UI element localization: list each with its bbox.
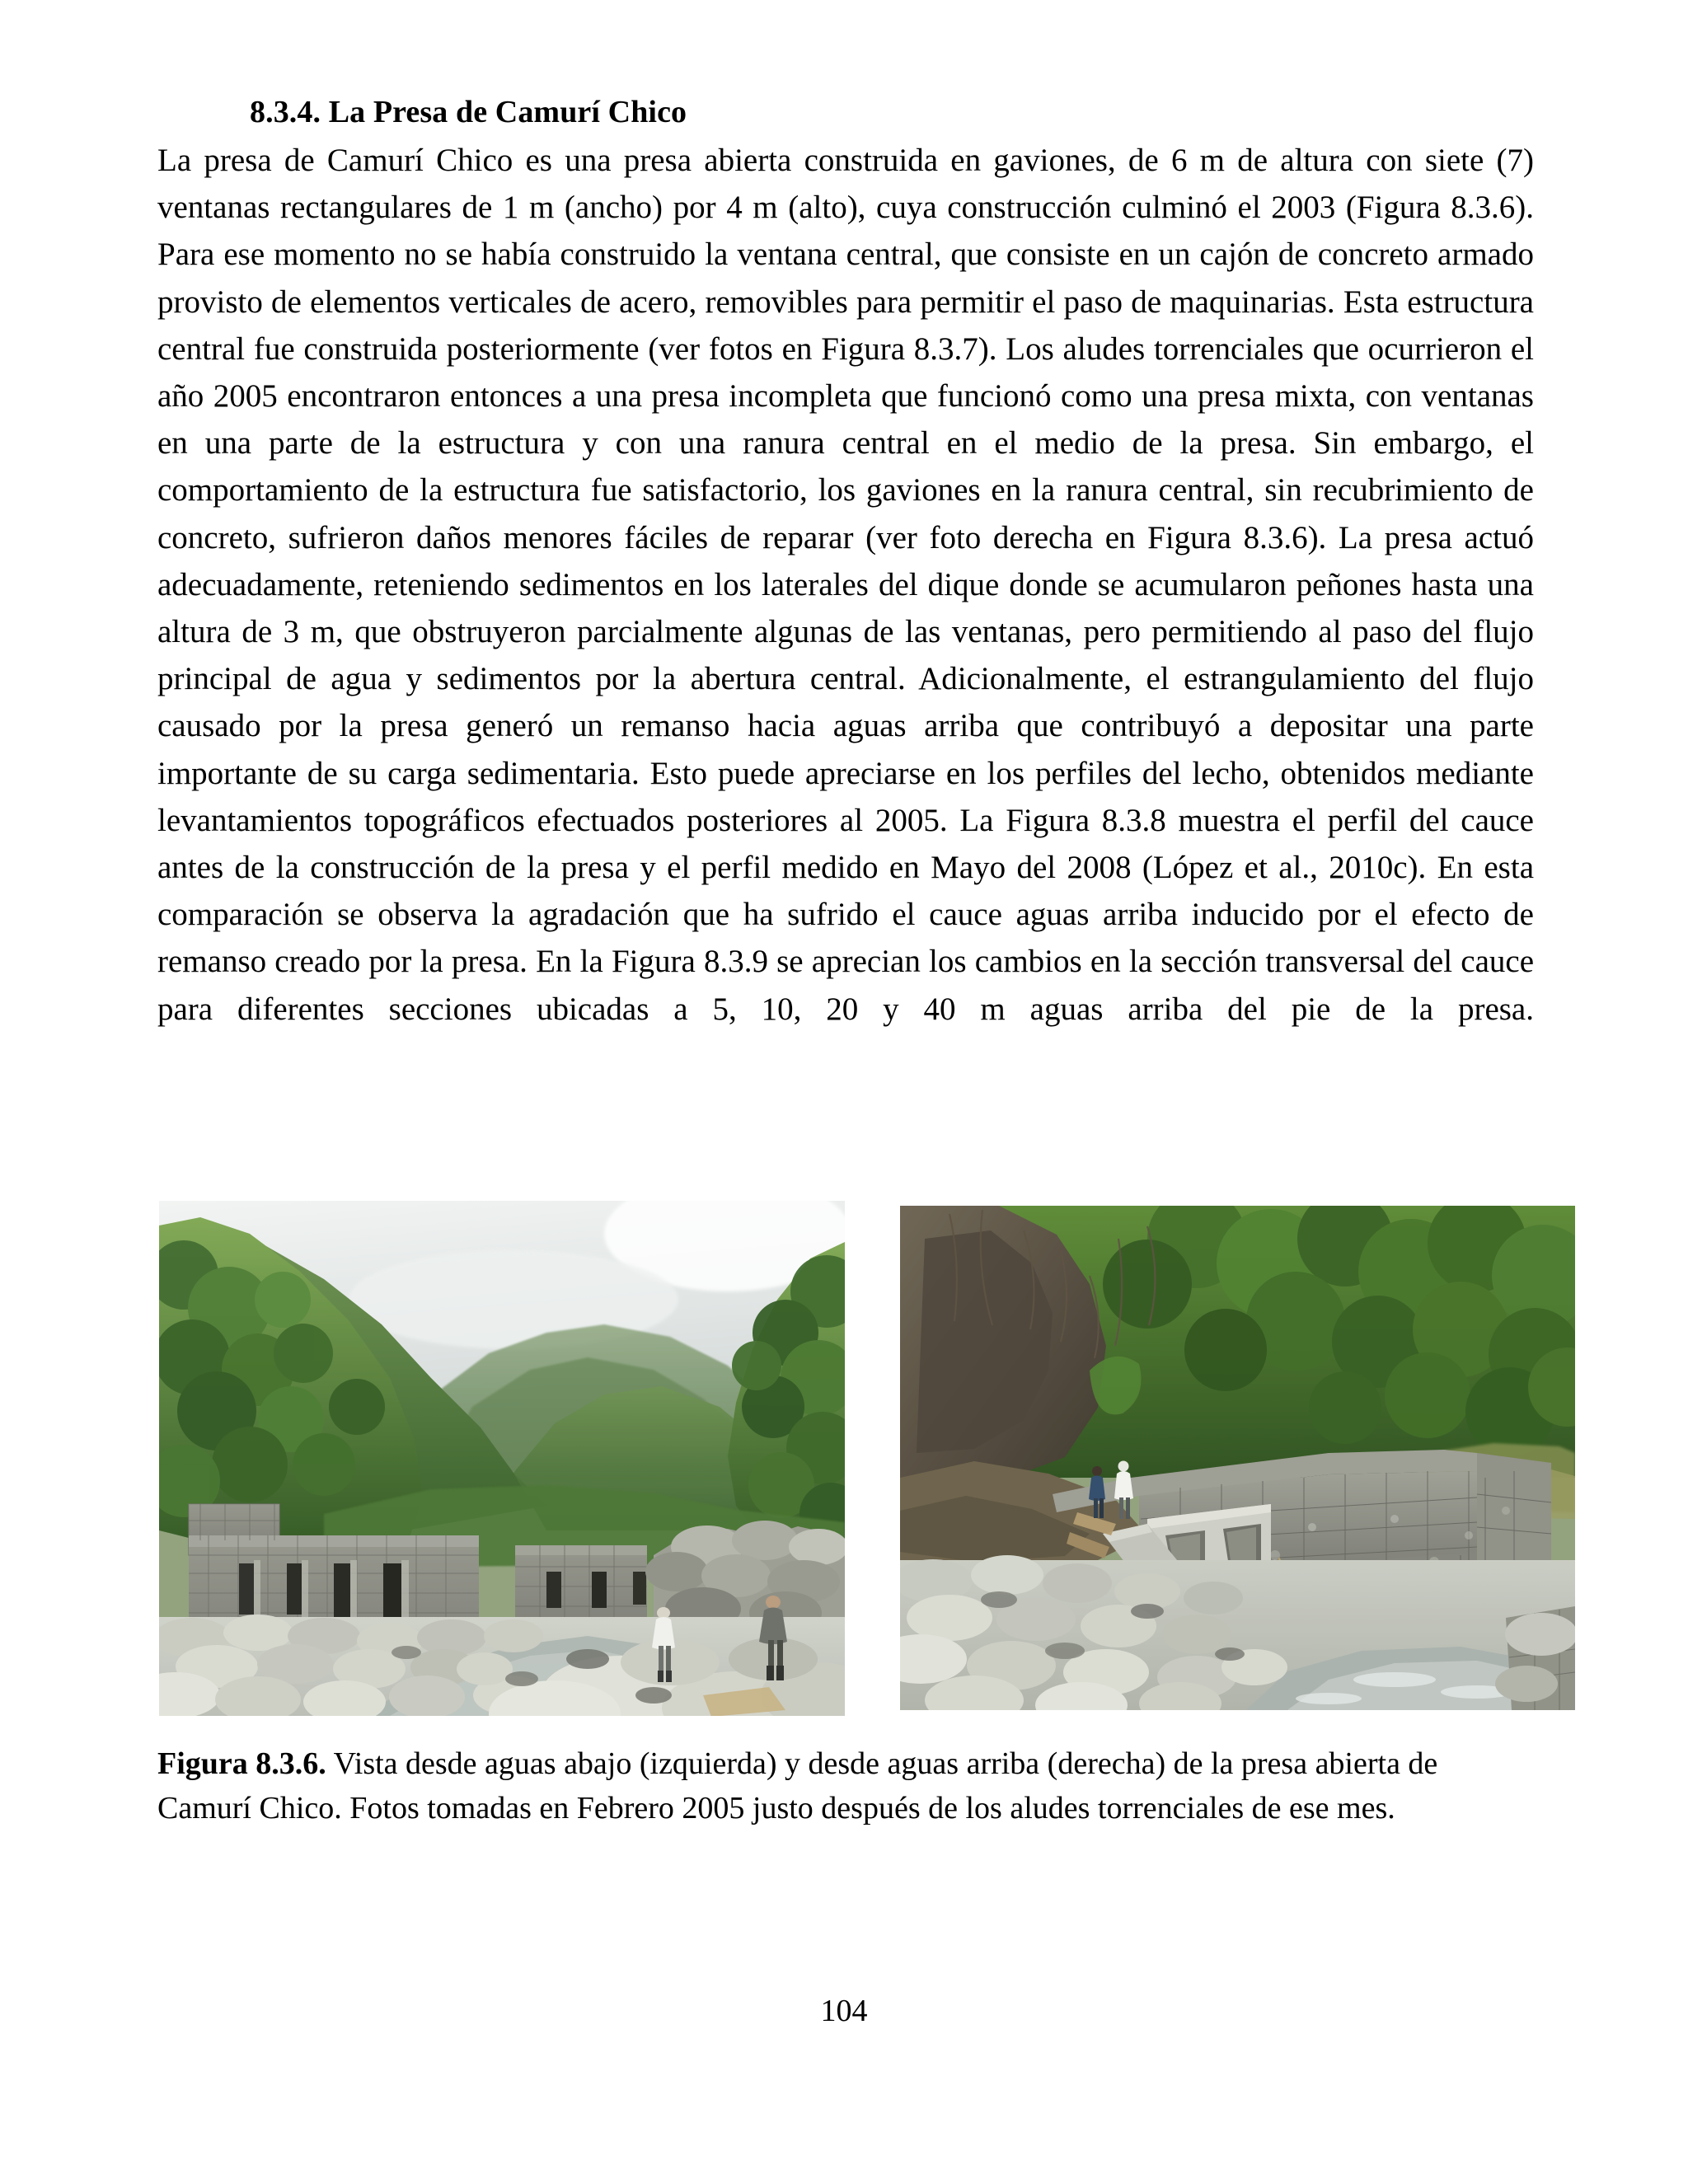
figure-caption-text: Vista desde aguas abajo (izquierda) y desde aguas arriba (derecha) de la presa abierta de Camurí Chico. Fotos tomadas en Febrero 2005 justo después de los aludes torrenciales de ese mes. — [157, 1746, 1438, 1825]
photo-upstream-view-graphic — [900, 1206, 1575, 1710]
photo-upstream-view — [900, 1206, 1575, 1710]
photo-downstream-view — [159, 1201, 845, 1716]
figure-caption-label: Figura 8.3.6. — [157, 1746, 326, 1781]
page-number: 104 — [820, 1994, 868, 2028]
section-heading: 8.3.4. La Presa de Camurí Chico — [250, 95, 687, 129]
figure-photo-row — [159, 1201, 1575, 1720]
body-paragraph: La presa de Camurí Chico es una presa abierta construida en gaviones, de 6 m de altura con siete (7) ventanas rectangulares de 1 m (ancho) por 4 m (alto), cuya construcción culminó el 2003 (Figura 8.3.6). Para ese momento no se había construido la ventana central, que consiste en un cajón de concreto armado provisto de elementos verticales de acero, removibles para permitir el paso de maquinarias. Esta estructura central fue construida posteriormente (ver fotos en Figura 8.3.7). Los aludes torrenciales que ocurrieron el año 2005 encontraron entonces a una presa incompleta que funcionó como una presa mixta, con ventanas en una parte de la estructura y con una ranura central en el medio de la presa. Sin embargo, el comportamiento de la estructura fue satisfactorio, los gaviones en la ranura central, sin recubrimiento de concreto, sufrieron daños menores fáciles de reparar (ver foto derecha en Figura 8.3.6). La presa actuó adecuadamente, reteniendo sedimentos en los laterales del dique donde se acumularon peñones hasta una altura de 3 m, que obstruyeron parcialmente algunas de las ventanas, pero permitiendo al paso del flujo principal de agua y sedimentos por la abertura central. Adicionalmente, el estrangulamiento del flujo causado por la presa generó un remanso hacia aguas arriba que contribuyó a depositar una parte importante de su carga sedimentaria. Esto puede apreciarse en los perfiles del lecho, obtenidos mediante levantamientos topográficos efectuados posteriores al 2005. La Figura 8.3.8 muestra el perfil del cauce antes de la construcción de la presa y el perfil medido en Mayo del 2008 (López et al., 2010c). En esta comparación se observa la agradación que ha sufrido el cauce aguas arriba inducido por el efecto de remanso creado por la presa. En la Figura 8.3.9 se aprecian los cambios en la sección transversal del cauce para diferentes secciones ubicadas a 5, 10, 20 y 40 m aguas arriba del pie de la presa. — [157, 143, 1534, 1027]
figure-caption — [157, 1741, 1534, 1830]
photo-downstream-view-graphic — [159, 1201, 845, 1716]
page-content — [157, 91, 1534, 1080]
